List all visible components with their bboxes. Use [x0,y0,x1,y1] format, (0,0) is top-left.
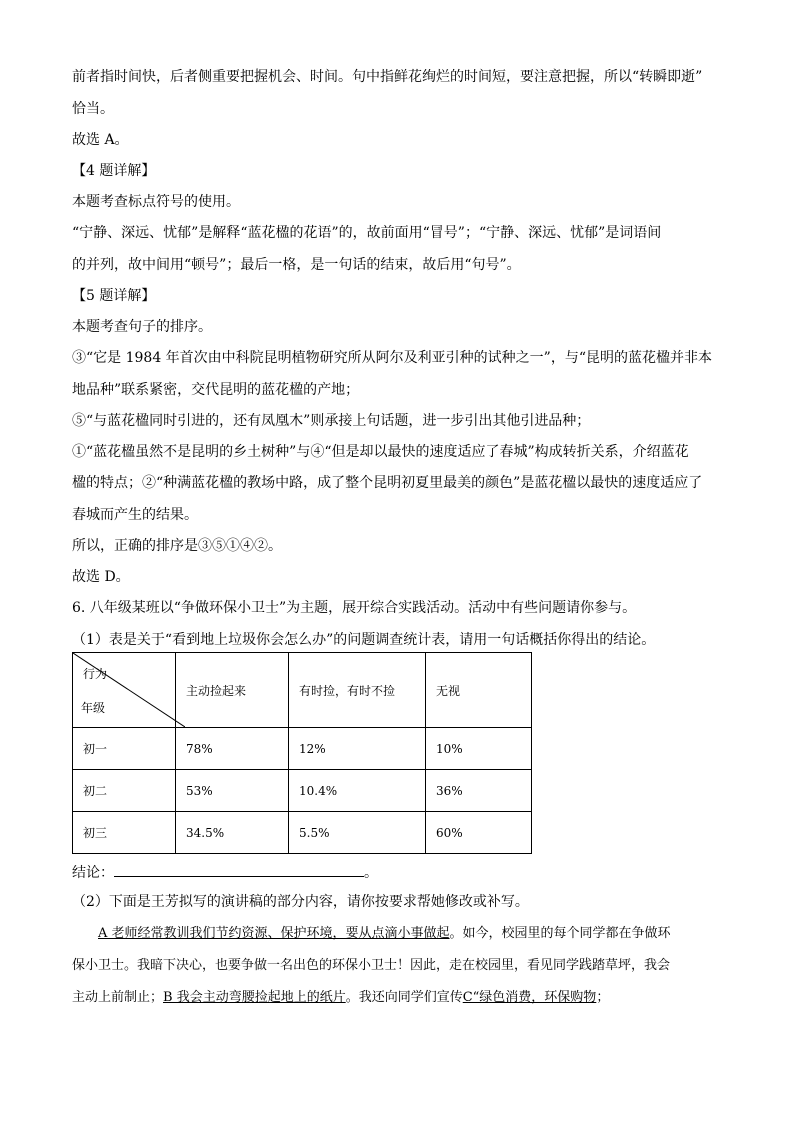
text-line: ⑤“与蓝花楹同时引进的，还有凤凰木”则承接上句话题，进一步引出其他引进品种； [72,413,591,429]
text-line: ③“它是 1984 年首次由中科院昆明植物研究所从阿尔及利亚引种的试种之一”，与“昆明的蓝花楹并非本 [72,350,712,366]
header-bottom-label: 年级 [81,701,106,715]
speech-text: 。如今，校园里的每个同学都在争做环 [449,926,671,941]
text-line: 恰当。 [72,101,114,117]
text-line: 前者指时间快，后者侧重要把握机会、时间。句中指鲜花绚烂的时间短，要注意把握，所以“转瞬即逝” [72,69,703,85]
value-cell: 12% [289,728,426,770]
value-cell: 78% [176,728,289,770]
value-cell: 60% [426,812,532,854]
speech-line [72,984,732,1012]
table-row [73,770,532,812]
value-cell: 10% [426,728,532,770]
table-row [73,728,532,770]
text-line: 故选 D。 [72,569,130,585]
value-cell: 5.5% [289,812,426,854]
grade-cell: 初二 [73,770,176,812]
question-title: 6. 八年级某班以“争做环保小卫士”为主题，展开综合实践活动。活动中有些问题请你参与。 [72,600,637,616]
value-cell: 36% [426,770,532,812]
table-row [73,812,532,854]
text-line: 本题考查标点符号的使用。 [72,194,240,210]
value-cell: 53% [176,770,289,812]
speech-sentence-b: B 我会主动弯腰捡起地上的纸片 [163,990,346,1005]
text-line: 春城而产生的结果。 [72,507,198,523]
conclusion-end: 。 [364,865,378,881]
header-top-label: 行为 [83,667,108,681]
speech-sentence-c: C“绿色消费，环保购物 [462,990,597,1005]
text-line: 所以，正确的排序是③⑤①④②。 [72,538,282,554]
question-part: （1）表是关于“看到地上垃圾你会怎么办”的问题调查统计表，请用一句话概括你得出的结论。 [72,632,656,648]
text-line: 故选 A。 [72,132,129,148]
text-line: 地品种”联系紧密，交代昆明的蓝花楹的产地； [72,382,360,398]
text-line: “宁静、深远、忧郁”是解释“蓝花楹的花语”的，故前面用“冒号”；“宁静、深远、忧郁”是词语间 [72,225,662,241]
diagonal-header-cell [73,653,176,728]
section-heading: 【5 题详解】 [72,288,156,304]
speech-text: ； [596,990,610,1005]
column-header: 有时捡，有时不捡 [289,653,426,728]
question-part: （2）下面是王芳拟写的演讲稿的部分内容，请你按要求帮她修改或补写。 [72,894,529,910]
text-line: ①“蓝花楹虽然不是昆明的乡土树种”与④“但是却以最快的速度适应了春城”构成转折关系，介绍蓝花 [72,444,689,460]
speech-text: 主动上前制止； [72,990,164,1005]
section-heading: 【4 题详解】 [72,163,156,179]
table-header-row [73,653,532,728]
text-line: 的并列，故中间用“顿号”；最后一格，是一句话的结束，故后用“句号”。 [72,257,521,273]
speech-text: 。我还向同学们宣传 [345,990,463,1005]
value-cell: 10.4% [289,770,426,812]
survey-table [72,652,532,854]
column-header: 无视 [426,653,532,728]
speech-line [98,920,758,948]
text-line: 本题考查句子的排序。 [72,319,212,335]
speech-sentence-a: A 老师经常教训我们节约资源、保护环境，要从点滴小事做起 [98,926,450,941]
value-cell: 34.5% [176,812,289,854]
conclusion-answer-blank[interactable] [114,862,364,877]
grade-cell: 初三 [73,812,176,854]
text-line: 楹的特点；②“种满蓝花楹的教场中路，成了整个昆明初夏里最美的颜色”是蓝花楹以最快的速度适应了 [72,475,703,491]
conclusion-line [72,862,722,882]
grade-cell: 初一 [73,728,176,770]
speech-line: 保小卫士。我暗下决心，也要争做一名出色的环保小卫士！因此，走在校园里，看见同学践踏草坪，我会 [72,958,671,973]
conclusion-label: 结论： [72,865,114,881]
column-header: 主动捡起来 [176,653,289,728]
